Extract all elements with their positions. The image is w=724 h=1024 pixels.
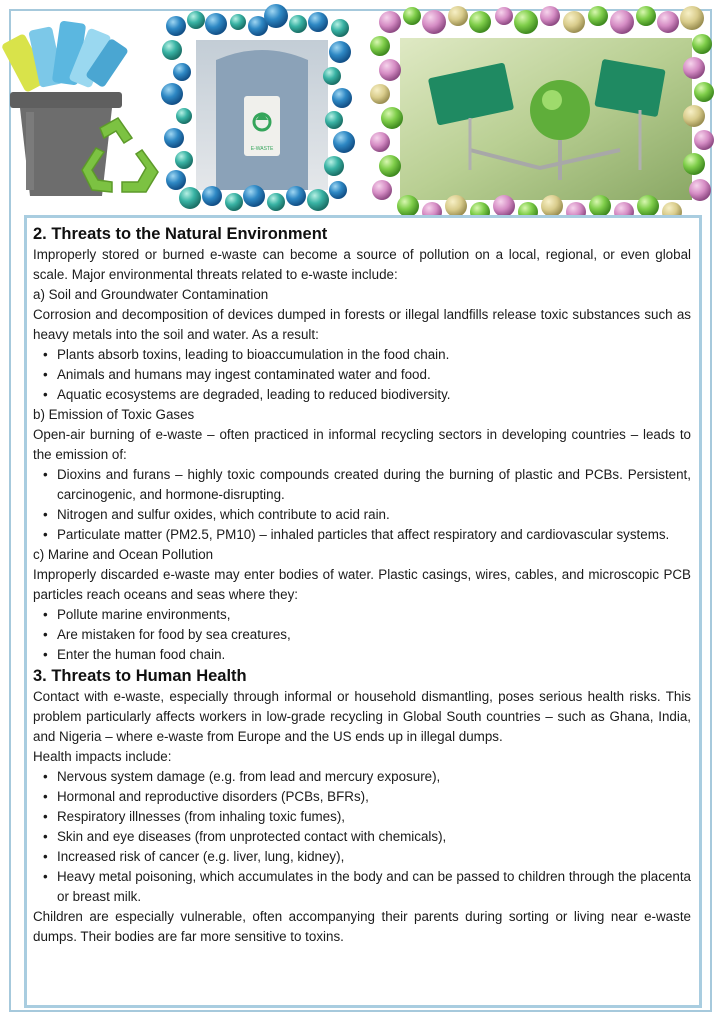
subsection-b-title: b) Emission of Toxic Gases bbox=[33, 407, 195, 422]
header-illustration bbox=[0, 0, 724, 232]
subsection-c-text: Improperly discarded e-waste may enter bodies of water. Plastic casings, wires, cables, and microscopic PCB particles reach oceans and seas where they: bbox=[33, 567, 691, 602]
subsection-b-list bbox=[33, 465, 691, 545]
list-item: • Skin and eye diseases (from unprotected contact with chemicals), bbox=[57, 827, 691, 847]
section2-title: 2. Threats to the Natural Environment bbox=[33, 225, 328, 243]
header-art bbox=[0, 0, 724, 232]
list-item: • Aquatic ecosystems are degraded, leading to reduced biodiversity. bbox=[57, 385, 691, 405]
article-box bbox=[24, 215, 702, 1008]
subsection-a-title: a) Soil and Groundwater Contamination bbox=[33, 287, 269, 302]
list-item: • Heavy metal poisoning, which accumulates in the body and can be passed to children through the placenta or breast milk. bbox=[57, 867, 691, 907]
list-item: • Plants absorb toxins, leading to bioaccumulation in the food chain. bbox=[57, 345, 691, 365]
subsection-c-title: c) Marine and Ocean Pollution bbox=[33, 547, 214, 562]
subsection-a-text: Corrosion and decomposition of devices dumped in forests or illegal landfills release toxic substances such as heavy metals into the soil and water. As a result: bbox=[33, 307, 691, 342]
health-impacts-list bbox=[33, 767, 691, 907]
list-item: • Enter the human food chain. bbox=[57, 645, 691, 665]
list-item: • Are mistaken for food by sea creatures, bbox=[57, 625, 691, 645]
list-item: • Dioxins and furans – highly toxic compounds created during the burning of plastic and PCBs. Persistent, carcinogenic, and hormone-disrupting. bbox=[57, 465, 691, 505]
list-item: • Respiratory illnesses (from inhaling toxic fumes), bbox=[57, 807, 691, 827]
subsection-c-list bbox=[33, 605, 691, 665]
bin-label: E-WASTE bbox=[250, 146, 274, 152]
subsection-a-list bbox=[33, 345, 691, 405]
battery-icon bbox=[1, 20, 129, 92]
section2-intro: Improperly stored or burned e-waste can become a source of pollution on a local, regional, or even global scale. Major environmental threats related to e-waste include: bbox=[33, 247, 691, 282]
list-item: • Animals and humans may ingest contaminated water and food. bbox=[57, 365, 691, 385]
list-item: • Increased risk of cancer (e.g. liver, lung, kidney), bbox=[57, 847, 691, 867]
list-item: • Nitrogen and sulfur oxides, which contribute to acid rain. bbox=[57, 505, 691, 525]
list-item: • Nervous system damage (e.g. from lead and mercury exposure), bbox=[57, 767, 691, 787]
health-impacts-label: Health impacts include: bbox=[33, 749, 172, 764]
section3-title: 3. Threats to Human Health bbox=[33, 667, 247, 685]
person-with-recycle-bin bbox=[216, 50, 308, 190]
section3-intro: Contact with e-waste, especially through informal or household dismantling, poses serious health risks. This problem particularly affects workers in low-grade recycling in Global South countries – such as Ghana, India, and Nigeria – where e-waste from Europe and the US ends up in illegal dumps. bbox=[33, 689, 691, 744]
closing-paragraph: Children are especially vulnerable, often accompanying their parents during sorting or living near e-waste dumps. Their bodies are far more sensitive to toxins. bbox=[33, 909, 691, 944]
list-item: • Pollute marine environments, bbox=[57, 605, 691, 625]
subsection-b-text: Open-air burning of e-waste – often practiced in informal recycling sectors in developing countries – leads to the emission of: bbox=[33, 427, 691, 462]
list-item: • Hormonal and reproductive disorders (PCBs, BFRs), bbox=[57, 787, 691, 807]
list-item: • Particulate matter (PM2.5, PM10) – inhaled particles that affect respiratory and cardiovascular systems. bbox=[57, 525, 691, 545]
